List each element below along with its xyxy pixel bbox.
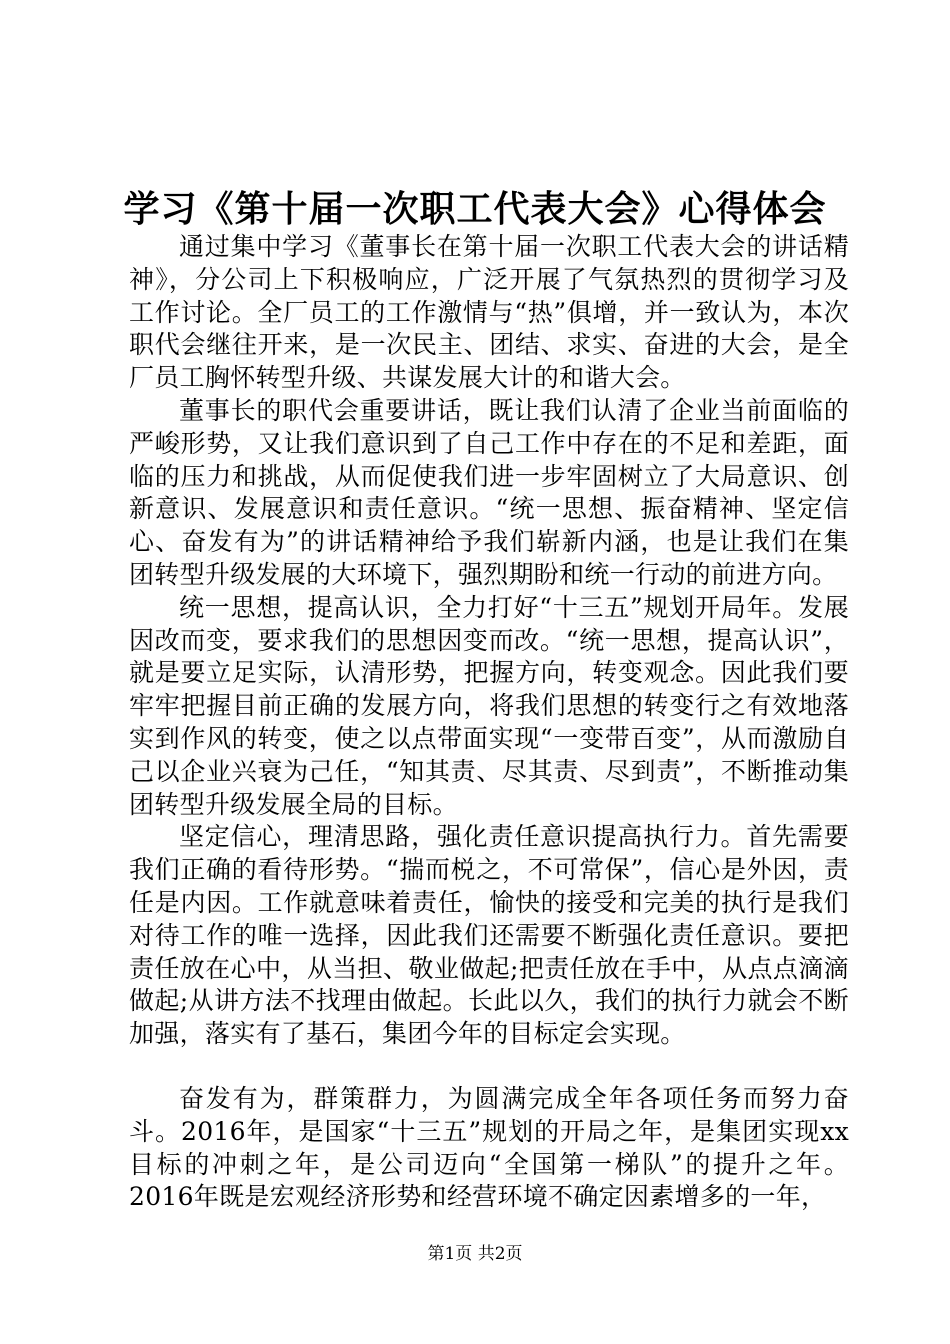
paragraph-5: 奋发有为，群策群力，为圆满完成全年各项任务而努力奋斗。2016年，是国家“十三五”规划的开局之年，是集团实现xx目标的冲刺之年，是公司迈向“全国第一梯队”的提升之年。2016年既是宏观经济形势和经营环境不确定因素增多的一年， bbox=[129, 1083, 849, 1212]
page-number-footer: 第1页 共2页 bbox=[427, 1244, 523, 1264]
document-title: 学习《第十届一次职工代表大会》心得体会 bbox=[123, 188, 827, 230]
document-body bbox=[129, 231, 849, 1214]
paragraph-3: 统一思想，提高认识，全力打好“十三五”规划开局年。发展因改而变，要求我们的思想因变而改。“统一思想，提高认识”，就是要立足实际，认清形势，把握方向，转变观念。因此我们要牢牢把握目前正确的发展方向，将我们思想的转变行之有效地落实到作风的转变，使之以点带面实现“一变带百变”，从而激励自己以企业兴衰为己任，“知其责、尽其责、尽到责”，不断推动集团转型升级发展全局的目标。 bbox=[129, 592, 849, 819]
paragraph-1: 通过集中学习《董事长在第十届一次职工代表大会的讲话精神》，分公司上下积极响应，广泛开展了气氛热烈的贯彻学习及工作讨论。全厂员工的工作激情与“热”俱增，并一致认为，本次职代会继往开来，是一次民主、团结、求实、奋进的大会，是全厂员工胸怀转型升级、共谋发展大计的和谐大会。 bbox=[129, 232, 849, 393]
paragraph-2: 董事长的职代会重要讲话，既让我们认清了企业当前面临的严峻形势，又让我们意识到了自己工作中存在的不足和差距，面临的压力和挑战，从而促使我们进一步牢固树立了大局意识、创新意识、发展意识和责任意识。“统一思想、振奋精神、坚定信心、奋发有为”的讲话精神给予我们崭新内涵，也是让我们在集团转型升级发展的大环境下，强烈期盼和统一行动的前进方向。 bbox=[129, 395, 849, 589]
paragraph-4: 坚定信心，理清思路，强化责任意识提高执行力。首先需要我们正确的看待形势。“揣而棁之，不可常保”，信心是外因，责任是内因。工作就意味着责任，愉快的接受和完美的执行是我们对待工作的唯一选择，因此我们还需要不断强化责任意识。要把责任放在心中，从当担、敬业做起;把责任放在手中，从点点滴滴做起;从讲方法不找理由做起。长此以久，我们的执行力就会不断加强，落实有了基石，集团今年的目标定会实现。 bbox=[129, 822, 849, 1049]
